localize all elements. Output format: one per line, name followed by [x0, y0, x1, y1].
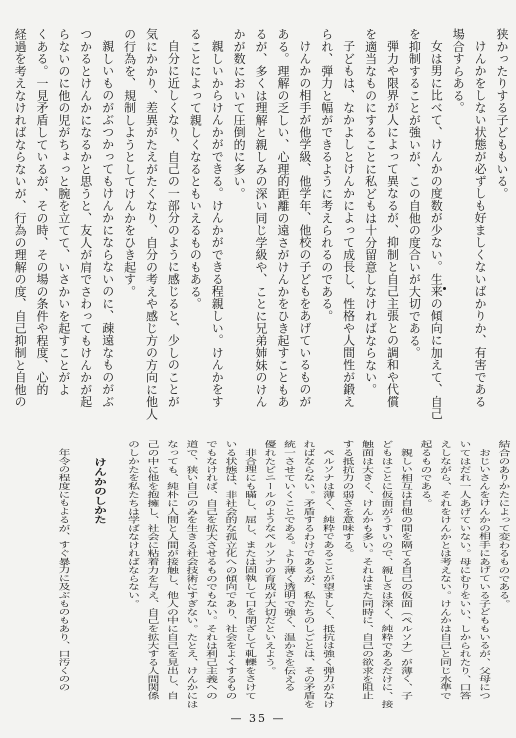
text-line: どもはことに仮面がうすいので、親しさは深く、純粋であるだけに、接 — [380, 440, 394, 709]
text-line: 非合理にも瞞し、屈し、または固執して口を閉ざして軋轢をさけて — [243, 448, 258, 700]
text-line: 結合のありかたによって変わるものである。 — [497, 440, 511, 608]
text-line: ることによって親しくなるともいえるものもある。 — [188, 28, 203, 310]
text-line: 狭かったりする子どももいる。 — [495, 28, 509, 200]
text-line: おじいさんをけんかの相手にあげている子どももいるが、父母につ — [477, 448, 492, 700]
text-line: 親しい相互は自他の間を隔てる自己の仮面（ペルソナ）が薄く、子 — [399, 448, 414, 700]
text-line: つかるとけんかになるかと思うと、友人が肩でさわってもけんかが起 — [78, 28, 93, 408]
text-line: 親しいからけんかができる。けんかができる程親しい。けんかをす — [210, 40, 225, 408]
text-line: えしながら、それをけんかとは考えない。けんかは自己と同じ水準で — [438, 440, 453, 700]
text-line: けんかの相手が他学級、他学年、他校の子どもをあげているものが — [297, 40, 312, 408]
text-line: を適当なものにすることに私どもは十分留意しなければならない。 — [363, 28, 378, 396]
text-line: 弾力や限界が人によって異なるが、抑制と自己主張との調和や代償 — [385, 40, 400, 408]
page-number: — 35 — — [230, 712, 286, 725]
text-line: の行為を、規制しようとしてけんかをひき起す。 — [122, 28, 137, 298]
text-line: 年令の程度にもよるが、すぐ暴力に及ぶものもあり、口汚くのの — [57, 448, 71, 692]
text-line: 己の中に他を抱擁し、社会に粘着力を与え、自己を拡大する人間関係 — [146, 440, 160, 700]
text-line: 子どもは、なかよしとけんかによって成長し、性格や人間性が鍛え — [341, 40, 356, 408]
ink-speck — [443, 287, 446, 290]
text-line: るが、多くは理解と親しみの深い同じ学級や、ことに兄弟姉妹のけん — [254, 28, 269, 408]
text-line: 気にかかり、差異がたえがたくなり、自分の考えや感じ方の方向に他人 — [144, 28, 159, 420]
text-line: 触面は大きく、けんかも多い。それはまた同時に、自己の欲求を阻止 — [360, 440, 375, 700]
text-line: のしかたを私たちは学ばなければならない。 — [126, 440, 141, 608]
text-line: 自分に近しくなり、自己の一部分のように感じると、少しのことが — [166, 40, 181, 408]
text-line: 経過を考えなければならないが、行為の理解の度、自己抑制と自他の — [13, 28, 28, 408]
text-line: くある。一見矛盾しているが、その時、その場の条件や程度、心的 — [34, 28, 49, 396]
text-line: いる状態は、非社会的な孤立化への傾向であり、社会をよくするもの — [224, 440, 238, 700]
text-line: 女は男に比べて、けんかの度数が少ない。生来の傾向に加えて、自己 — [429, 40, 444, 420]
text-line: 起るものである。 — [419, 440, 433, 508]
text-line: いてはだれ一人あげていない。母にむりをいい、しかられたり、口答 — [458, 440, 472, 700]
upper-text-tier — [8, 28, 512, 420]
text-line: する抵抗力の弱さを意味する。 — [341, 440, 355, 558]
text-line: ペルソナは薄く、純粋であることが望ましく、抵抗は強く弾力がなけ — [321, 448, 336, 708]
section-heading: けんかのしかた — [91, 457, 106, 525]
text-line: ればならない。矛盾するわけであるが、私たちのしごとは、その矛盾を — [302, 440, 316, 709]
text-line: かが数において圧倒的に多い。 — [232, 28, 247, 200]
text-line: 道で、狭い自己のみを生きる社会技術にすぎない。たとえ、けんかには — [185, 440, 199, 709]
text-line: けんかをしない状態が必ずしも好ましくないばかりか、有害である — [473, 40, 488, 408]
text-line: 統一させていくことである。より薄く透明で強く、温かさを伝える — [282, 440, 297, 692]
text-line: 優れたビニールのようなペルソナの育成が大切だといえよう。 — [263, 440, 277, 675]
text-line: ある。理解の乏しい、心理的距離の遠さがけんかをひき起すこともあ — [275, 28, 290, 408]
text-line: なっても、純朴に人間と人間が接触し、他人の中に自己を見出し、自 — [165, 440, 180, 700]
text-line: でもなければ、自己を拡大させるものでもない。それは利己主義への — [204, 440, 219, 700]
text-line: られ、弾力と幅ができるように考えられるのである。 — [319, 28, 334, 322]
text-line: 場合すらある。 — [451, 28, 466, 114]
text-line: を抑制することが強いが、この自他の度合いが大切である。 — [407, 28, 422, 359]
text-line: らないのに他の児がちょっと腕を立てて、いさかいを起すことがよ — [56, 28, 71, 396]
lower-text-tier — [54, 440, 514, 708]
text-line: 親しいものがぶつかってもけんかにならないのに、疎遠なものがぶ — [100, 40, 115, 408]
